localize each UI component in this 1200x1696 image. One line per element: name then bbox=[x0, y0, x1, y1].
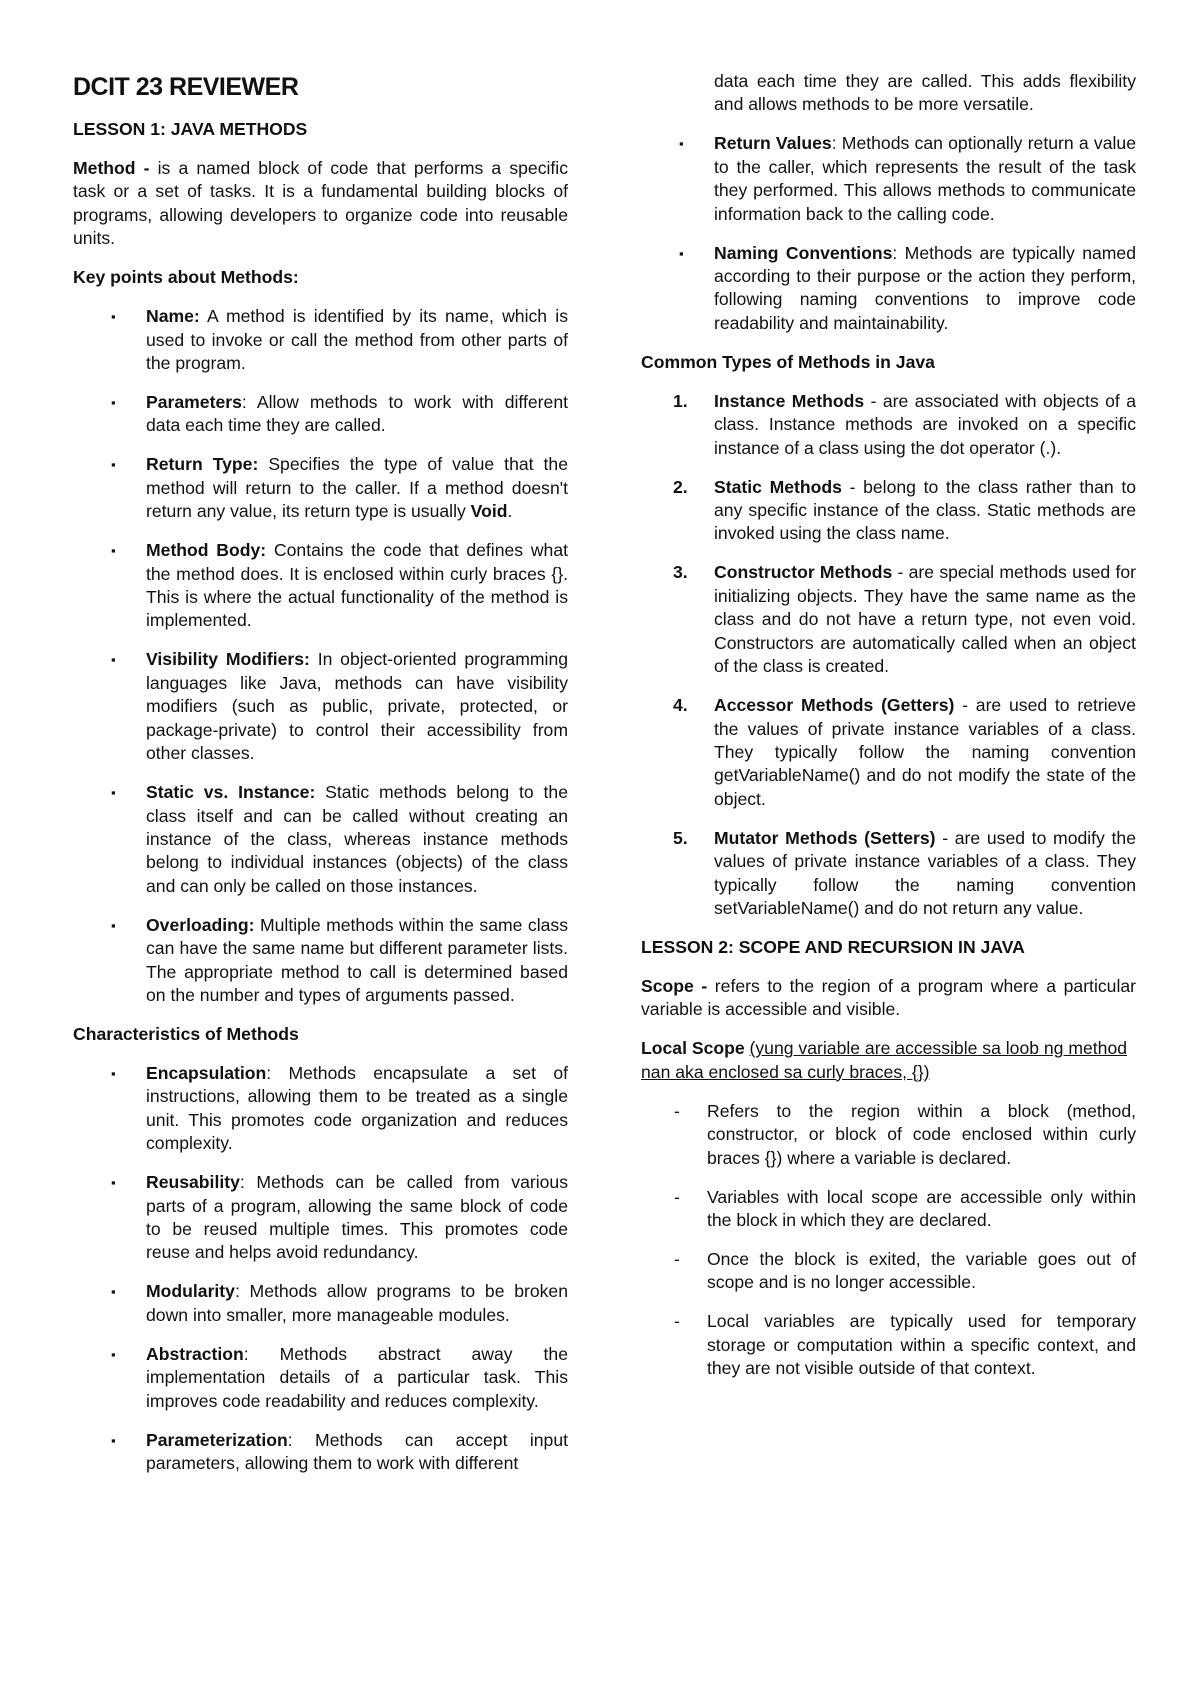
bullet-icon: ▪ bbox=[111, 1346, 116, 1362]
item-text: : Methods can accept input parameters, allowing them to work with different bbox=[146, 1429, 568, 1473]
dash-icon: - bbox=[674, 1100, 680, 1121]
item-text: : Methods can optionally return a value to the caller, which represents the result of the task they performed. This allows methods to communicate information back to the calling code. bbox=[714, 133, 1136, 224]
item-term: Name: bbox=[146, 306, 200, 327]
item-number: 3. bbox=[673, 562, 688, 583]
item-term: Overloading: bbox=[146, 914, 255, 935]
bullet-icon: ▪ bbox=[111, 543, 116, 559]
item-text: - are used to modify the values of private instance variables of a class. They typically follow the naming convention setVariableName() and do not return any value. bbox=[714, 827, 1136, 918]
item-term: Naming Conventions bbox=[714, 242, 893, 263]
item-text: - are associated with objects of a class. Instance methods are invoked on a specific instance of a class using the dot operator (.). bbox=[714, 390, 1137, 458]
list-item bbox=[73, 1062, 568, 1156]
item-number: 4. bbox=[673, 695, 688, 716]
list-item bbox=[73, 305, 568, 375]
bullet-icon: ▪ bbox=[111, 309, 116, 325]
list-item bbox=[73, 1171, 568, 1265]
item-text: Multiple methods within the same class can have the same name but different parameter lists. The appropriate method to call is determined based on the number and types of arguments passed. bbox=[146, 914, 568, 1005]
list-item bbox=[641, 1248, 1136, 1295]
bullet-icon: ▪ bbox=[111, 457, 116, 473]
dash-icon: - bbox=[674, 1186, 680, 1207]
characteristics-list-continued bbox=[641, 132, 1136, 335]
item-text: : Methods encapsulate a set of instructions, allowing them to be treated as a single unit. This promotes code organization and reduces complexity. bbox=[146, 1062, 568, 1154]
bullet-icon: ▪ bbox=[111, 785, 116, 801]
list-item bbox=[73, 648, 568, 765]
list-item bbox=[641, 390, 1136, 460]
item-term: Visibility Modifiers: bbox=[146, 649, 310, 670]
bullet-icon: ▪ bbox=[111, 1175, 116, 1191]
list-item bbox=[641, 476, 1136, 546]
scope-definition bbox=[641, 975, 1136, 1022]
item-tail: . bbox=[507, 501, 513, 522]
list-item bbox=[641, 561, 1136, 678]
bullet-icon: ▪ bbox=[679, 245, 684, 261]
list-item bbox=[641, 1100, 1136, 1170]
method-types-list bbox=[641, 390, 1136, 921]
item-text: Contains the code that defines what the method does. It is enclosed within curly braces {}. This is where the actual functionality of the method is implemented. bbox=[146, 540, 568, 631]
local-scope-points bbox=[641, 1100, 1136, 1381]
bullet-icon: ▪ bbox=[111, 917, 116, 933]
list-item bbox=[73, 781, 568, 898]
list-item bbox=[641, 132, 1136, 226]
item-text: : Methods can be called from various parts of a program, allowing the same block of code to be reused multiple times. This promotes code reuse and helps avoid redundancy. bbox=[146, 1172, 568, 1263]
list-item bbox=[73, 1280, 568, 1327]
item-text: Static methods belong to the class itself and can be called without creating an instance of the class, whereas instance methods belong to individual instances (objects) of the class and can only be called on those instances. bbox=[146, 782, 568, 896]
item-text: Specifies the type of value that the method will return to the caller. If a method doesn't return any value, its return type is usually bbox=[146, 454, 568, 522]
method-types-heading: Common Types of Methods in Java bbox=[641, 351, 935, 372]
key-points-list bbox=[73, 305, 568, 1007]
void-keyword: Void bbox=[470, 501, 508, 522]
bullet-icon: ▪ bbox=[111, 1284, 116, 1300]
item-text: A method is identified by its name, which is used to invoke or call the method from other parts of the program. bbox=[146, 306, 568, 374]
bullet-icon: ▪ bbox=[111, 395, 116, 411]
method-def-text: is a named block of code that performs a specific task or a set of tasks. It is a fundamental building blocks of programs, allowing developers to organize code into reusable units. bbox=[73, 158, 568, 249]
bullet-icon: ▪ bbox=[111, 652, 116, 668]
item-text: : Methods abstract away the implementation details of a particular task. This improves code readability and reduces complexity. bbox=[146, 1343, 568, 1411]
item-term: Modularity bbox=[146, 1281, 235, 1302]
item-term: Parameterization bbox=[146, 1429, 288, 1450]
list-item bbox=[641, 1186, 1136, 1233]
item-text: Once the block is exited, the variable goes out of scope and is no longer accessible. bbox=[707, 1248, 1136, 1293]
list-item bbox=[73, 1343, 568, 1413]
item-term: Encapsulation bbox=[146, 1062, 267, 1083]
lesson1-heading: LESSON 1: JAVA METHODS bbox=[73, 119, 308, 139]
left-column bbox=[73, 70, 568, 1491]
item-term: Parameters bbox=[146, 392, 242, 413]
item-number: 1. bbox=[673, 390, 688, 411]
item-term: Reusability bbox=[146, 1172, 240, 1193]
scope-def-text: refers to the region of a program where a particular variable is accessible and visible. bbox=[641, 975, 1136, 1020]
list-item bbox=[73, 539, 568, 633]
method-definition bbox=[73, 157, 568, 251]
item-term: Constructor Methods bbox=[714, 562, 893, 583]
method-term: Method - bbox=[73, 158, 150, 178]
item-term: Static Methods bbox=[714, 476, 842, 497]
list-item bbox=[641, 1310, 1136, 1380]
document-title: DCIT 23 REVIEWER bbox=[73, 73, 299, 101]
item-text: - are special methods used for initializing objects. They have the same name as the class and do not have a return type, not even void. Constructors are automatically called when an object of the class is created. bbox=[714, 562, 1137, 677]
item-term: Static vs. Instance: bbox=[146, 782, 316, 803]
item-text: - belong to the class rather than to any specific instance of the class. Static methods are invoked using the class name. bbox=[714, 476, 1137, 544]
lesson2-heading: LESSON 2: SCOPE AND RECURSION IN JAVA bbox=[641, 936, 1025, 957]
parameterization-continued: data each time they are called. This adds flexibility and allows methods to be more versatile. bbox=[714, 71, 1136, 115]
item-term: Return Type: bbox=[146, 454, 259, 475]
list-item bbox=[73, 453, 568, 523]
list-item bbox=[73, 914, 568, 1008]
item-text: - are used to retrieve the values of private instance variables of a class. They typically follow the naming convention getVariableName() and do not modify the state of the object. bbox=[714, 695, 1136, 809]
bullet-icon: ▪ bbox=[111, 1432, 116, 1448]
list-item bbox=[73, 1429, 568, 1476]
item-number: 2. bbox=[673, 476, 688, 497]
item-text: : Methods are typically named according to their purpose or the action they perform, following naming conventions to improve code readability and maintainability. bbox=[714, 242, 1137, 333]
item-term: Accessor Methods (Getters) bbox=[714, 695, 955, 716]
list-item bbox=[641, 827, 1136, 921]
bullet-icon: ▪ bbox=[111, 1065, 116, 1081]
item-text: : Methods allow programs to be broken down into smaller, more manageable modules. bbox=[146, 1281, 568, 1325]
local-scope-term: Local Scope bbox=[641, 1038, 745, 1059]
scope-term: Scope - bbox=[641, 975, 708, 996]
item-text: : Allow methods to work with different data each time they are called. bbox=[146, 392, 568, 436]
local-scope-note: (yung variable are accessible sa loob ng method nan aka enclosed sa curly braces, {}) bbox=[641, 1038, 1128, 1082]
item-term: Abstraction bbox=[146, 1343, 244, 1364]
list-item bbox=[73, 391, 568, 438]
characteristics-list bbox=[73, 1062, 568, 1475]
characteristics-heading: Characteristics of Methods bbox=[73, 1023, 299, 1044]
local-scope-heading bbox=[641, 1037, 1136, 1084]
item-term: Method Body: bbox=[146, 540, 267, 561]
item-term: Instance Methods bbox=[714, 390, 865, 411]
item-text: Variables with local scope are accessible only within the block in which they are declared. bbox=[707, 1186, 1136, 1230]
item-text: Refers to the region within a block (method, constructor, or block of code enclosed within curly braces {}) where a variable is declared. bbox=[707, 1100, 1136, 1168]
item-term: Mutator Methods (Setters) bbox=[714, 827, 936, 848]
item-term: Return Values bbox=[714, 133, 832, 154]
dash-icon: - bbox=[674, 1248, 680, 1269]
item-number: 5. bbox=[673, 827, 688, 848]
list-item bbox=[641, 242, 1136, 336]
list-item bbox=[641, 694, 1136, 811]
bullet-icon: ▪ bbox=[679, 136, 684, 152]
right-column bbox=[641, 70, 1136, 1396]
item-text: In object-oriented programming languages like Java, methods can have visibility modifiers (such as public, private, protected, or package-private) to control their accessibility from other classes. bbox=[146, 649, 569, 764]
dash-icon: - bbox=[674, 1311, 680, 1332]
item-text: Local variables are typically used for temporary storage or computation within a specific context, and they are not visible outside of that context. bbox=[707, 1311, 1136, 1379]
key-points-heading: Key points about Methods: bbox=[73, 267, 299, 288]
